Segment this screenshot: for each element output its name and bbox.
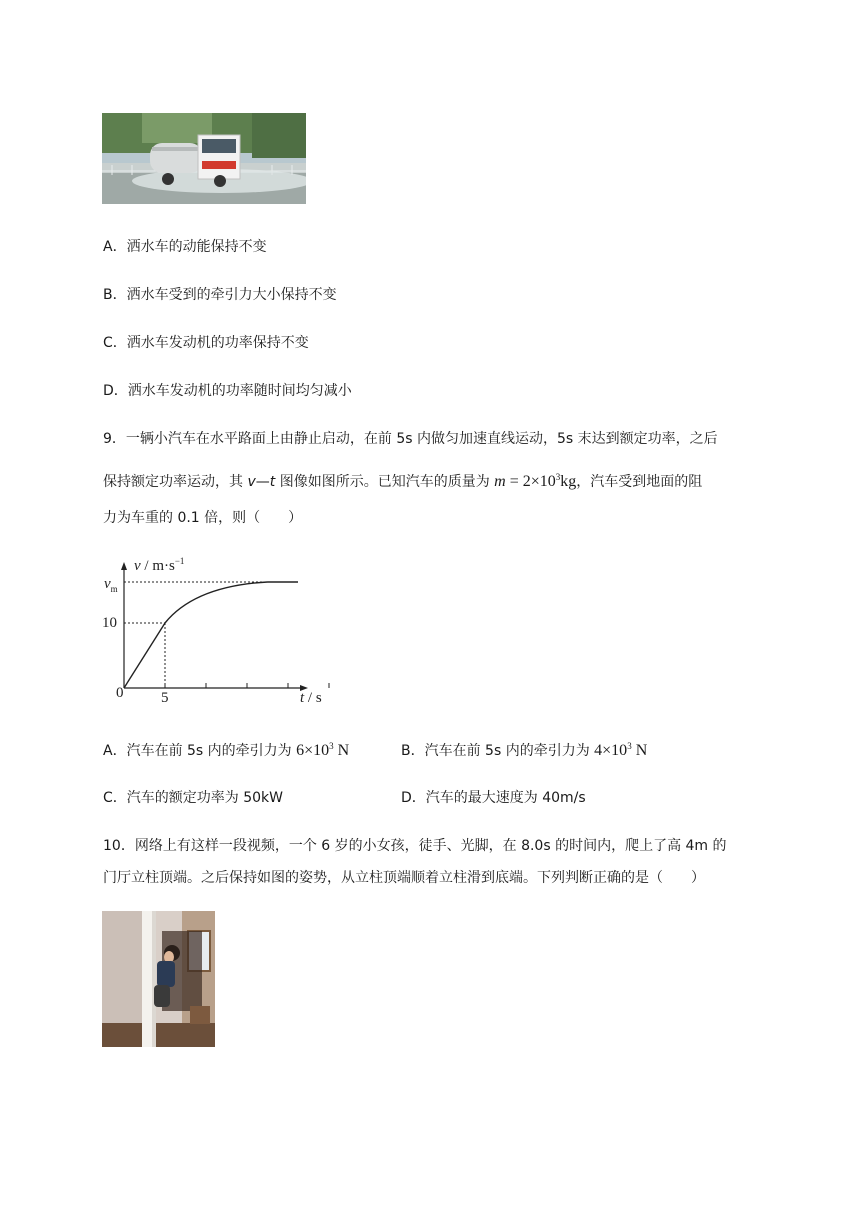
q8-option-a: A．洒水车的动能保持不变: [103, 239, 267, 255]
q9-mass-var: m: [494, 473, 506, 490]
q9-line-2: [103, 467, 702, 492]
q9-dash: —: [255, 474, 270, 490]
q9-option-a-value: 6×10: [296, 742, 330, 759]
q9-option-a-unit: N: [333, 742, 350, 759]
svg-text:t / s: [300, 690, 322, 706]
q9-mass-value: = 2×10: [505, 473, 556, 490]
q9-option-a-exp: 3: [329, 741, 334, 751]
q9-option-a: [103, 736, 349, 761]
sprinkler-truck-photo: [102, 113, 306, 204]
y-axis-var: v: [134, 558, 141, 574]
vm-label: v: [104, 576, 111, 592]
vm-sub: m: [110, 584, 118, 594]
y-axis-arrow: [121, 562, 127, 570]
q9-var-t: t: [269, 474, 276, 490]
y-axis-exp: −1: [174, 556, 185, 566]
x-tick-label-5: 5: [161, 690, 169, 706]
q9-mass-exponent: 3: [555, 472, 561, 482]
vt-graph: [100, 552, 340, 712]
y-tick-label-10: 10: [102, 615, 117, 631]
y-axis-unit: / m·s: [140, 558, 175, 574]
x-axis-var: t: [300, 690, 305, 706]
svg-text:v / m·s−1: [134, 556, 184, 574]
linear-segment: [124, 623, 165, 688]
q8-option-b: B．洒水车受到的牵引力大小保持不变: [103, 287, 337, 303]
q9-text: 图像如图所示。已知汽车的质量为: [275, 474, 495, 490]
q9-option-b-unit: N: [631, 742, 648, 759]
origin-label: 0: [116, 685, 124, 701]
q10-line-1: 10．网络上有这样一段视频，一个 6 岁的小女孩，徒手、光脚，在 8.0s 的时间内，爬上了高 4m 的: [103, 838, 727, 854]
q9-text: ，汽车受到地面的阻: [576, 474, 703, 490]
q9-option-c: C．汽车的额定功率为 50kW: [103, 790, 283, 806]
q10-line-2: 门厅立柱顶端。之后保持如图的姿势，从立柱顶端顺着立柱滑到底端。下列判断正确的是（ ）: [103, 870, 705, 886]
q9-line-3: 力为车重的 0.1 倍，则（ ）: [103, 510, 303, 526]
q9-option-d: D．汽车的最大速度为 40m/s: [401, 790, 586, 806]
q9-option-a-text: A．汽车在前 5s 内的牵引力为: [103, 743, 297, 759]
q8-option-c: C．洒水车发动机的功率保持不变: [103, 335, 309, 351]
q9-line-1: 9．一辆小汽车在水平路面上由静止启动，在前 5s 内做匀加速直线运动，5s 末达到额定功率，之后: [103, 431, 718, 447]
q9-option-b-exp: 3: [627, 741, 632, 751]
q9-mass-unit: kg: [560, 473, 577, 490]
q9-option-b-value: 4×10: [594, 742, 628, 759]
q9-option-b-text: B．汽车在前 5s 内的牵引力为: [401, 743, 595, 759]
power-curve: [165, 582, 268, 623]
svg-text:vm: [104, 576, 118, 594]
q8-option-d: D．洒水车发动机的功率随时间均匀减小: [103, 383, 352, 399]
q9-option-b: [401, 736, 647, 761]
girl-climbing-pillar-photo: [102, 911, 215, 1047]
x-axis-unit: / s: [304, 690, 322, 706]
q9-text: 保持额定功率运动，其: [103, 474, 248, 490]
q9-var-v: v: [247, 474, 256, 490]
